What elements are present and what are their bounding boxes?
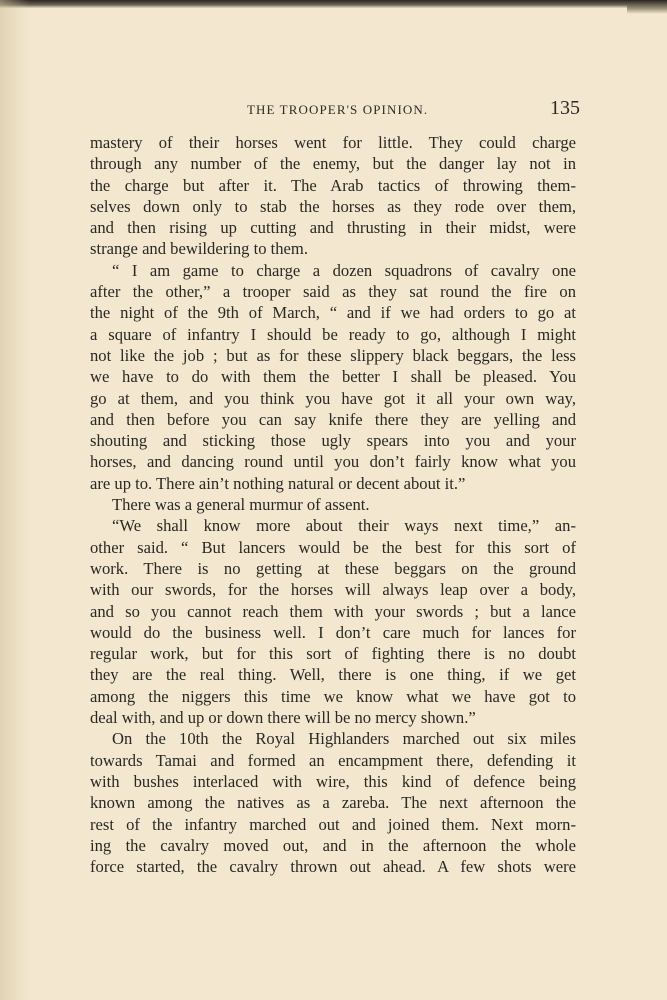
text-line: go at them, and you think you have got it all your own way, (90, 388, 576, 408)
text-line: strange and bewildering to them. (90, 239, 308, 259)
text-line: after the other,” a trooper said as they sat round the fire on (90, 282, 576, 302)
body-text (90, 132, 576, 877)
text-line: regular work, but for this sort of fighting there is no doubt (90, 644, 576, 664)
page-number: 135 (550, 97, 580, 119)
page-gutter-shadow (0, 0, 30, 1000)
text-line: On the 10th the Royal Highlanders marched out six miles (112, 729, 576, 749)
text-line: rest of the infantry marched out and joined them. Next morn- (90, 814, 576, 834)
text-line: a square of infantry I should be ready to go, although I might (90, 324, 576, 344)
running-title: THE TROOPER'S OPINION. (247, 102, 429, 117)
text-line: known among the natives as a zareba. The next afternoon the (90, 793, 576, 813)
text-line: other said. “ But lancers would be the best for this sort of (90, 537, 576, 557)
page-header (90, 96, 580, 122)
text-line: “ I am game to charge a dozen squadrons of cavalry one (112, 260, 576, 280)
text-line: with our swords, for the horses will always leap over a body, (90, 580, 576, 600)
text-line: the charge but after it. The Arab tactics of throwing them- (90, 175, 576, 195)
text-line: not like the job ; but as for these slippery black beggars, the less (90, 345, 576, 365)
text-line: “We shall know more about their ways next time,” an- (112, 516, 576, 536)
text-line: the night of the 9th of March, “ and if we had orders to go at (90, 303, 576, 323)
text-line: force started, the cavalry thrown out ahead. A few shots were (90, 857, 576, 877)
text-line: There was a general murmur of assent. (112, 495, 370, 515)
text-line: among the niggers this time we know what we have got to (90, 686, 576, 706)
page-top-edge (0, 0, 667, 8)
text-line: ing the cavalry moved out, and in the afternoon the whole (90, 835, 576, 855)
text-line: we have to do with them the better I shall be pleased. You (90, 367, 576, 387)
text-line: and so you cannot reach them with your swords ; but a lance (90, 601, 576, 621)
text-line: and then rising up cutting and thrusting in their midst, were (90, 218, 576, 238)
text-line: mastery of their horses went for little. They could charge (90, 133, 576, 152)
text-line: are up to. There ain’t nothing natural or decent about it.” (90, 473, 466, 493)
text-line: work. There is no getting at these beggars on the ground (90, 558, 576, 578)
text-line: towards Tamai and formed an encampment there, defending it (90, 750, 576, 770)
text-line: through any number of the enemy, but the danger lay not in (90, 154, 576, 174)
text-line: with bushes interlaced with wire, this kind of defence being (90, 771, 576, 791)
text-line: and then before you can say knife there they are yelling and (90, 409, 576, 429)
text-line: selves down only to stab the horses as they rode over them, (90, 196, 576, 216)
text-line: horses, and dancing round until you don’t fairly know what you (90, 452, 576, 472)
text-line: deal with, and up or down there will be no mercy shown.” (90, 708, 476, 728)
text-line: they are the real thing. Well, there is one thing, if we get (90, 665, 576, 685)
text-line: shouting and sticking those ugly spears into you and your (90, 431, 576, 451)
text-line: would do the business well. I don’t care much for lances for (90, 622, 576, 642)
page-top-corner-shadow (627, 0, 667, 14)
